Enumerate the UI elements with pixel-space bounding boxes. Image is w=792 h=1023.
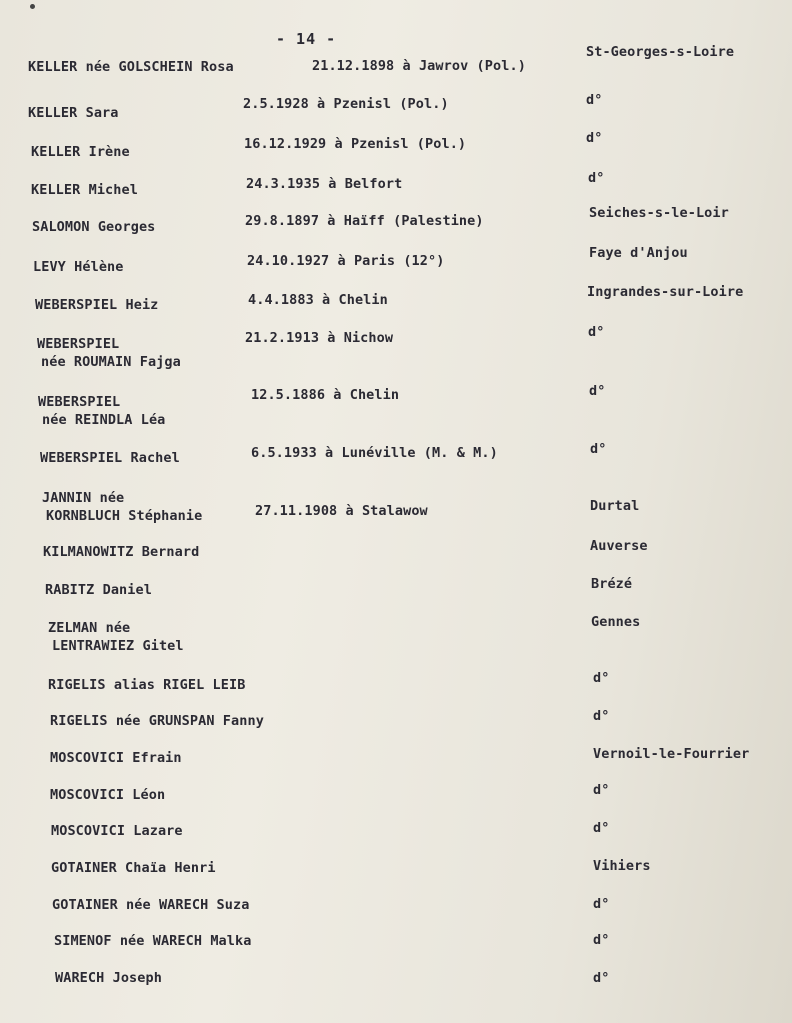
entry-birth: 24.10.1927 à Paris (12°) (247, 253, 445, 269)
entry-residence: Faye d'Anjou (589, 245, 688, 261)
entry-birth: 29.8.1897 à Haïff (Palestine) (245, 213, 484, 229)
entry-name (28, 58, 234, 76)
entry-name (31, 181, 138, 199)
entry-birth: 21.2.1913 à Nichow (245, 330, 394, 346)
entry-name-line: RABITZ Daniel (45, 582, 152, 598)
entry-birth: 12.5.1886 à Chelin (251, 387, 400, 403)
entry-residence: d° (593, 820, 610, 836)
entry-name-line: LENTRAWIEZ Gitel (52, 638, 184, 654)
entry-name-line: née REINDLA Léa (42, 412, 166, 428)
entry-name (52, 896, 249, 914)
entry-name-line: GOTAINER Chaïa Henri (51, 860, 216, 876)
entry-birth: 2.5.1928 à Pzenisl (Pol.) (243, 96, 449, 112)
entry-name (45, 581, 152, 599)
entry-name (55, 969, 162, 987)
entry-name (31, 143, 130, 161)
entry-name (40, 449, 180, 467)
entry-residence: d° (588, 170, 605, 186)
entry-name (37, 335, 181, 371)
entry-residence: d° (588, 324, 605, 340)
entry-residence: Vernoil-le-Fourrier (593, 746, 750, 762)
entry-name (48, 676, 245, 694)
entry-residence: Seiches-s-le-Loir (589, 205, 729, 221)
entry-name-line: RIGELIS alias RIGEL LEIB (48, 677, 246, 693)
entry-residence: d° (586, 92, 603, 108)
entry-name-line: WEBERSPIEL (37, 336, 120, 352)
entry-name-line: KELLER Sara (28, 105, 119, 121)
entry-birth: 27.11.1908 à Stalawow (255, 503, 428, 519)
entry-residence: d° (586, 130, 603, 146)
entry-birth: 16.12.1929 à Pzenisl (Pol.) (244, 136, 467, 152)
entry-name-line: SIMENOF née WARECH Malka (54, 933, 252, 949)
entry-name-line: MOSCOVICI Efrain (50, 750, 182, 766)
entry-residence: Gennes (591, 614, 641, 630)
entry-name-line: ZELMAN née (48, 620, 131, 636)
entry-name-line: WEBERSPIEL Heiz (35, 297, 159, 313)
entry-name-line: LEVY Hélène (33, 259, 124, 275)
entry-residence: d° (590, 441, 607, 457)
entry-birth: 21.12.1898 à Jawrov (Pol.) (312, 58, 526, 74)
entry-residence: Vihiers (593, 858, 651, 874)
entry-name-line: née ROUMAIN Fajga (41, 354, 181, 370)
entry-residence: d° (593, 932, 610, 948)
entry-name (33, 258, 124, 276)
entry-name (50, 749, 182, 767)
entry-birth: 4.4.1883 à Chelin (248, 292, 388, 308)
entry-name-line: WARECH Joseph (55, 970, 162, 986)
entry-residence: St-Georges-s-Loire (586, 44, 735, 60)
entry-birth: 24.3.1935 à Belfort (246, 176, 403, 192)
entry-name-line: GOTAINER née WARECH Suza (52, 897, 250, 913)
entry-residence: Auverse (590, 538, 648, 554)
entry-residence: d° (593, 970, 610, 986)
entry-name-line: MOSCOVICI Léon (50, 787, 166, 803)
entry-name (51, 822, 183, 840)
entry-name (50, 712, 264, 730)
entry-name (35, 296, 158, 314)
entry-residence: Ingrandes-sur-Loire (587, 284, 744, 300)
entry-name (43, 543, 199, 561)
entry-name-line: WEBERSPIEL Rachel (40, 450, 180, 466)
entry-name-line: KELLER Irène (31, 144, 130, 160)
entry-name (50, 786, 165, 804)
entry-name-line: KILMANOWITZ Bernard (43, 544, 200, 560)
entry-residence: d° (593, 708, 610, 724)
entry-name (32, 218, 155, 236)
entry-name (48, 619, 184, 655)
entry-name (28, 104, 119, 122)
entry-residence: Brézé (591, 576, 633, 592)
entry-name-line: KELLER Michel (31, 182, 138, 198)
entry-residence: d° (593, 782, 610, 798)
entry-residence: Durtal (590, 498, 640, 514)
entry-name-line: MOSCOVICI Lazare (51, 823, 183, 839)
entry-name-line: WEBERSPIEL (38, 394, 121, 410)
entry-name-line: SALOMON Georges (32, 219, 156, 235)
entry-residence: d° (589, 383, 606, 399)
margin-dot (30, 4, 35, 9)
entry-residence: d° (593, 670, 610, 686)
entry-name (54, 932, 251, 950)
entry-name-line: JANNIN née (42, 490, 125, 506)
entry-residence: d° (593, 896, 610, 912)
entry-birth: 6.5.1933 à Lunéville (M. & M.) (251, 445, 498, 461)
page-number: - 14 - (276, 30, 337, 48)
entry-name (38, 393, 165, 429)
entry-name-line: RIGELIS née GRUNSPAN Fanny (50, 713, 264, 729)
entry-name (42, 489, 202, 525)
entry-name-line: KELLER née GOLSCHEIN Rosa (28, 59, 234, 75)
entry-name-line: KORNBLUCH Stéphanie (46, 508, 203, 524)
entry-name (51, 859, 216, 877)
